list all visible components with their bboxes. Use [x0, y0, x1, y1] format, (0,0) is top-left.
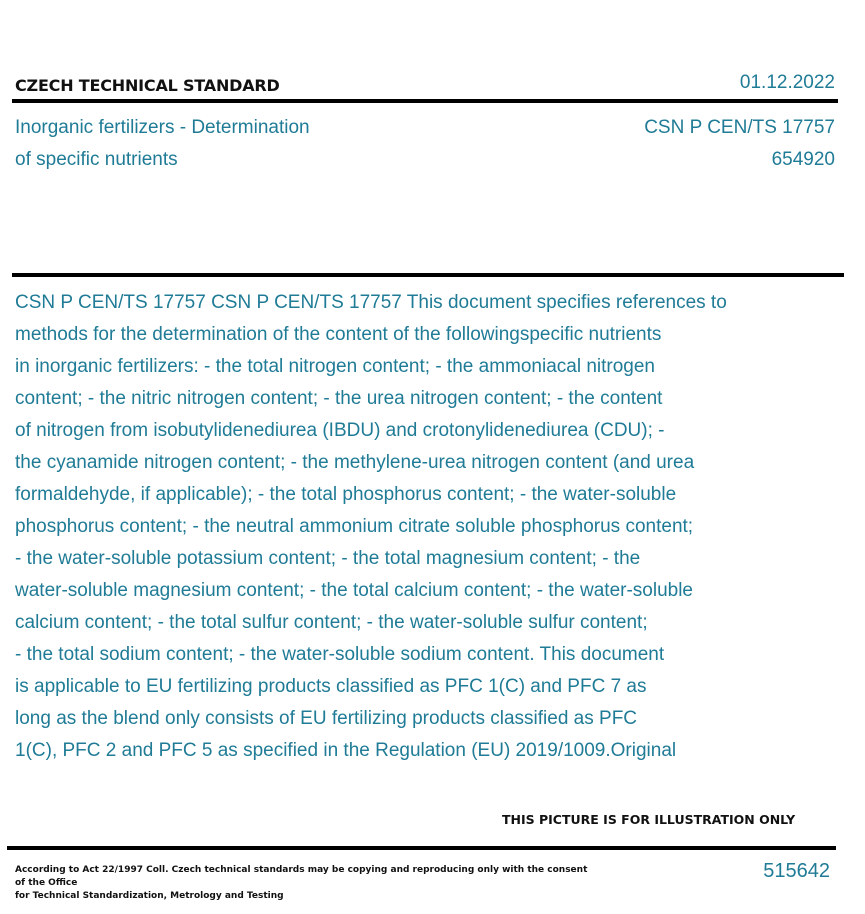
document-number: 515642: [763, 860, 830, 882]
footer-divider: [7, 846, 836, 850]
title-divider: [12, 273, 844, 277]
standard-code: CSN P CEN/TS 17757: [644, 117, 835, 138]
legal-notice-line1: According to Act 22/1997 Coll. Czech technical standards may be copying and reproducing only with the consent of the Office: [15, 865, 588, 888]
publication-date: 01.12.2022: [739, 72, 835, 93]
standard-title: [15, 112, 435, 176]
legal-notice: [15, 864, 595, 903]
legal-notice-line2: for Technical Standardization, Metrology and Testing: [15, 891, 284, 901]
standard-title-line1: Inorganic fertilizers - Determination: [15, 117, 310, 138]
standard-type-label: CZECH TECHNICAL STANDARD: [15, 76, 280, 95]
standard-abstract: CSN P CEN/TS 17757 CSN P CEN/TS 17757 This document specifies references to methods for the determination of the content of the followingspecific nutrients in inorganic fertilizers: - the total nitrogen content; - the ammoniacal nitrogen content; - the nitric nitrogen content; - the urea nitrogen content; - the content of nitrogen from isobutylidenediurea (IBDU) and crotonylidenediurea (CDU); - the cyanamide nitrogen content; - the methylene-urea nitrogen content (and urea formaldehyde, if applicable); - the total phosphorus content; - the water-soluble phosphorus content; - the neutral ammonium citrate soluble phosphorus content; - the water-soluble potassium content; - the total magnesium content; - the water-soluble magnesium content; - the total calcium content; - the water-soluble calcium content; - the total sulfur content; - the water-soluble sulfur content; - the total sodium content; - the water-soluble sodium content. This document is applicable to EU fertilizing products classified as PFC 1(C) and PFC 7 as long as the blend only consists of EU fertilizing products classified as PFC 1(C), PFC 2 and PFC 5 as specified in the Regulation (EU) 2019/1009.Original: [15, 292, 727, 761]
illustration-notice: THIS PICTURE IS FOR ILLUSTRATION ONLY: [502, 812, 796, 827]
standard-title-line2: of specific nutrients: [15, 149, 178, 170]
header-divider: [12, 99, 838, 103]
standard-identifier: [644, 112, 835, 176]
standard-number: 654920: [771, 149, 835, 170]
